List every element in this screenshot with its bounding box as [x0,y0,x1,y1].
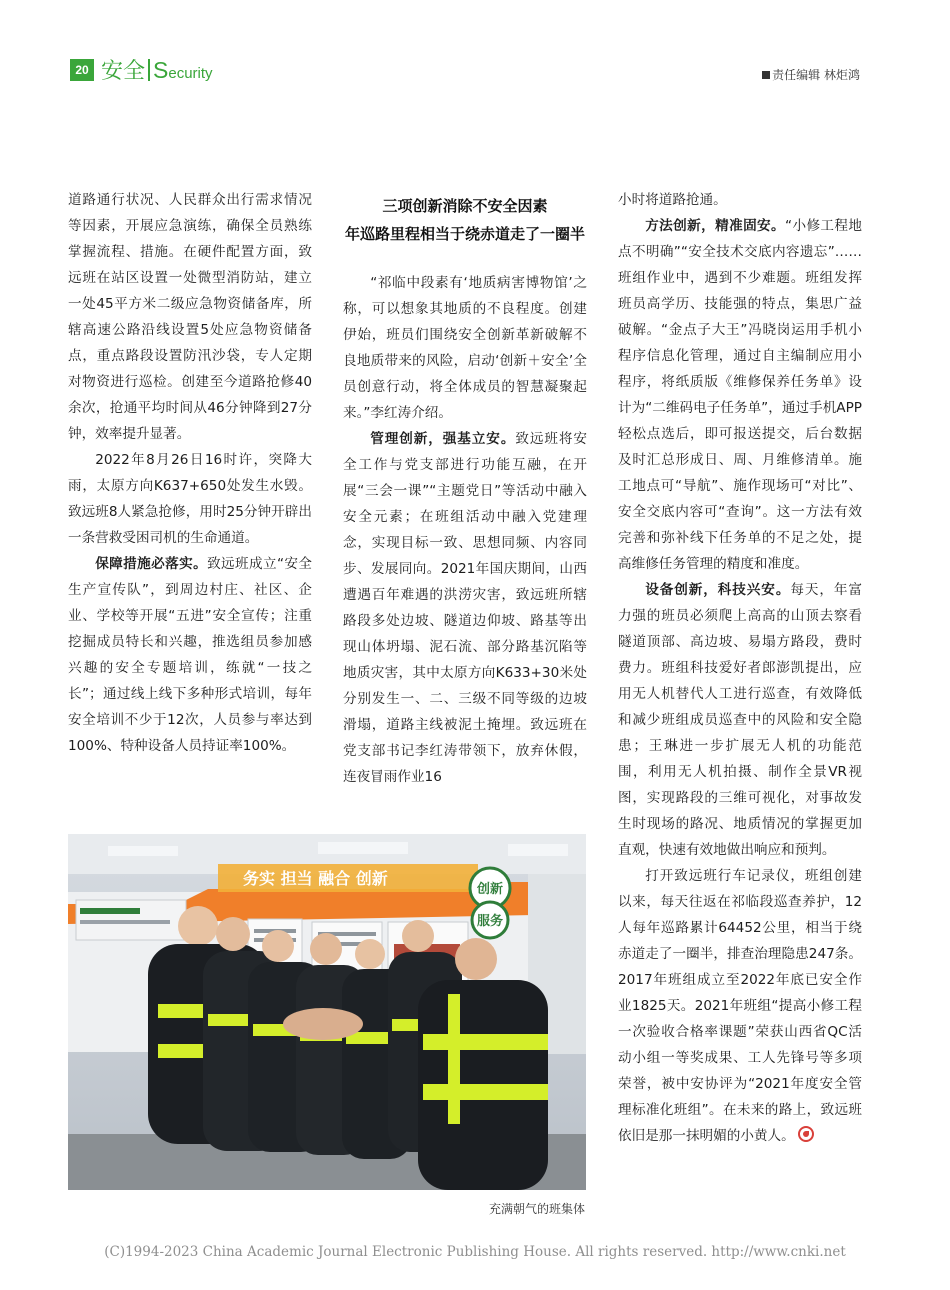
paragraph-lead: 保障措施必落实。 [95,556,208,572]
section-title-cn: 安全 [101,59,146,84]
paragraph [618,577,862,863]
paragraph-body: 打开致远班行车记录仪，班组创建以来，每天往返在祁临段巡查养护，12人每年巡路累计64452公里，相当于绕赤道走了一圈半，排查治理隐患247条。2017年班组成立至2022年底已安全作业1825天。2021年班组“提高小修工程一次验收合格率课题”荣获山西省QC活动小组一等奖成果、工人先锋号等多项荣誉，被中安协评为“2021年度安全管理标准化班组”。在未来的路上，致远班依旧是那一抹明媚的小黄人。 [618,868,862,1144]
editor-text: 责任编辑 林炬鸿 [772,68,860,82]
paragraph: 小时将道路抢通。 [618,192,727,208]
section-title-en: ecurity [168,65,213,82]
square-bullet-icon [762,71,770,79]
team-photo [68,834,586,1190]
subheading-line-2: 年巡路里程相当于绕赤道走了一圈半 [344,225,585,243]
subheading-line-1: 三项创新消除不安全因素 [382,197,548,215]
page-number: 20 [70,59,94,81]
paragraph-body: “小修工程地点不明确”“安全技术交底内容遗忘”……班组作业中，遇到不少难题。班组发挥班员高学历、技能强的特点，集思广益破解。“金点子大王”冯晓岗运用手机小程序信息化管理，通过自主编制应用小程序，将纸质版《维修保养任务单》设计为“二维码电子任务单”，通过手机APP轻松点选后，即可报送提交，后台数据及时汇总形成日、周、月维修清单。施工地点可“导航”、施作现场可“对比”、安全交底内容可“查询”。这一方法有效完善和弥补线下任务单的不足之处，提高维修任务管理的精度和准度。 [618,218,862,572]
paragraph-body: 致远班将安全工作与党支部进行功能互融，在开展“三会一课”“主题党日”等活动中融入安全元素；在班组活动中融入党建理念，实现目标一致、思想同频、内容同步、发展同向。2021年国庆期间，山西遭遇百年难遇的洪涝灾害，致远班所辖路段多处边坡、隧道边仰坡、路基等出现山体坍塌、泥石流、部分路基沉陷等地质灾害，其中太原方向K633+30米处分别发生一、二、三级不同等级的边坡滑塌，道路主线被泥土掩埋。致远班在党支部书记李红涛带领下，放弃休假，连夜冒雨作业16 [343,431,587,785]
paragraph: 2022年8月26日16时许，突降大雨，太原方向K637+650处发生水毁。致远班8人紧急抢修，用时25分钟开辟出一条营救受困司机的生命通道。 [68,452,312,546]
paragraph [343,426,587,790]
paragraph [68,551,312,759]
copyright-footer: (C)1994-2023 China Academic Journal Electronic Publishing House. All rights reserved. http://www.cnki.net [104,1244,846,1260]
paragraph: 道路通行状况、人民群众出行需求情况等因素，开展应急演练，确保全员熟练掌握流程、措施。在硬件配置方面，致远班在站区设置一处微型消防站，建立一处45平方米二级应急物资储备库，所辖高速公路沿线设置5处应急物资储备点，重点路段设置防汛沙袋，专人定期对物资进行巡检。创建至今道路抢修40余次，抢通平均时间从46分钟降到27分钟，效率提升显著。 [68,192,312,442]
column-1 [68,187,312,759]
paragraph-lead: 设备创新，科技兴安。 [645,582,791,598]
paragraph: “祁临中段素有‘地质病害博物馆’之称，可以想象其地质的不良程度。创建伊始，班员们围绕安全创新革新破解不良地质带来的风险，启动‘创新＋安全’全员创意行动，将全体成员的智慧凝聚起来。”李红涛介绍。 [343,275,587,421]
section-title-en-initial: S [153,57,169,83]
column-3 [618,187,862,1149]
section-subheading [335,192,595,248]
wall-sign-2: 服务 [477,914,504,929]
paragraph-body: 每天，年富力强的班员必须爬上高高的山顶去察看隧道顶部、高边坡、易塌方路段，费时费力。班组科技爱好者郎澎凯提出，应用无人机替代人工进行巡查，有效降低和减少班组成员巡查中的风险和安全隐患；王琳进一步扩展无人机的功能范围，利用无人机拍摄、制作全景VR视图，实现路段的三维可视化，对事故发生时现场的路况、地质情况的掌握更加直观，快速有效地做出响应和预判。 [618,582,862,858]
column-2 [343,270,587,790]
paragraph-lead: 管理创新，强基立安。 [370,431,516,447]
section-divider [148,59,150,81]
wall-sign-1: 创新 [477,882,504,897]
photo-caption: 充满朝气的班集体 [488,1202,585,1216]
section-title [101,56,213,88]
paragraph-lead: 方法创新，精准固安。 [645,218,786,234]
paragraph-body: 致远班成立“安全生产宣传队”，到周边村庄、社区、企业、学校等开展“五进”安全宣传；注重挖掘成员特长和兴趣，推选组员参加感兴趣的安全专题培训，练就“一技之长”；通过线上线下多种形式培训，每年安全培训不少于12次，人员参与率达到100%、特种设备人员持证率100%。 [68,556,312,754]
wall-slogan: 务实 担当 融合 创新 [243,869,388,888]
page-header [0,0,950,100]
end-mark-icon [798,1126,814,1142]
editor-credit [762,66,860,83]
paragraph [618,863,862,1149]
team-photo-illustration [68,834,586,1190]
paragraph [618,213,862,577]
